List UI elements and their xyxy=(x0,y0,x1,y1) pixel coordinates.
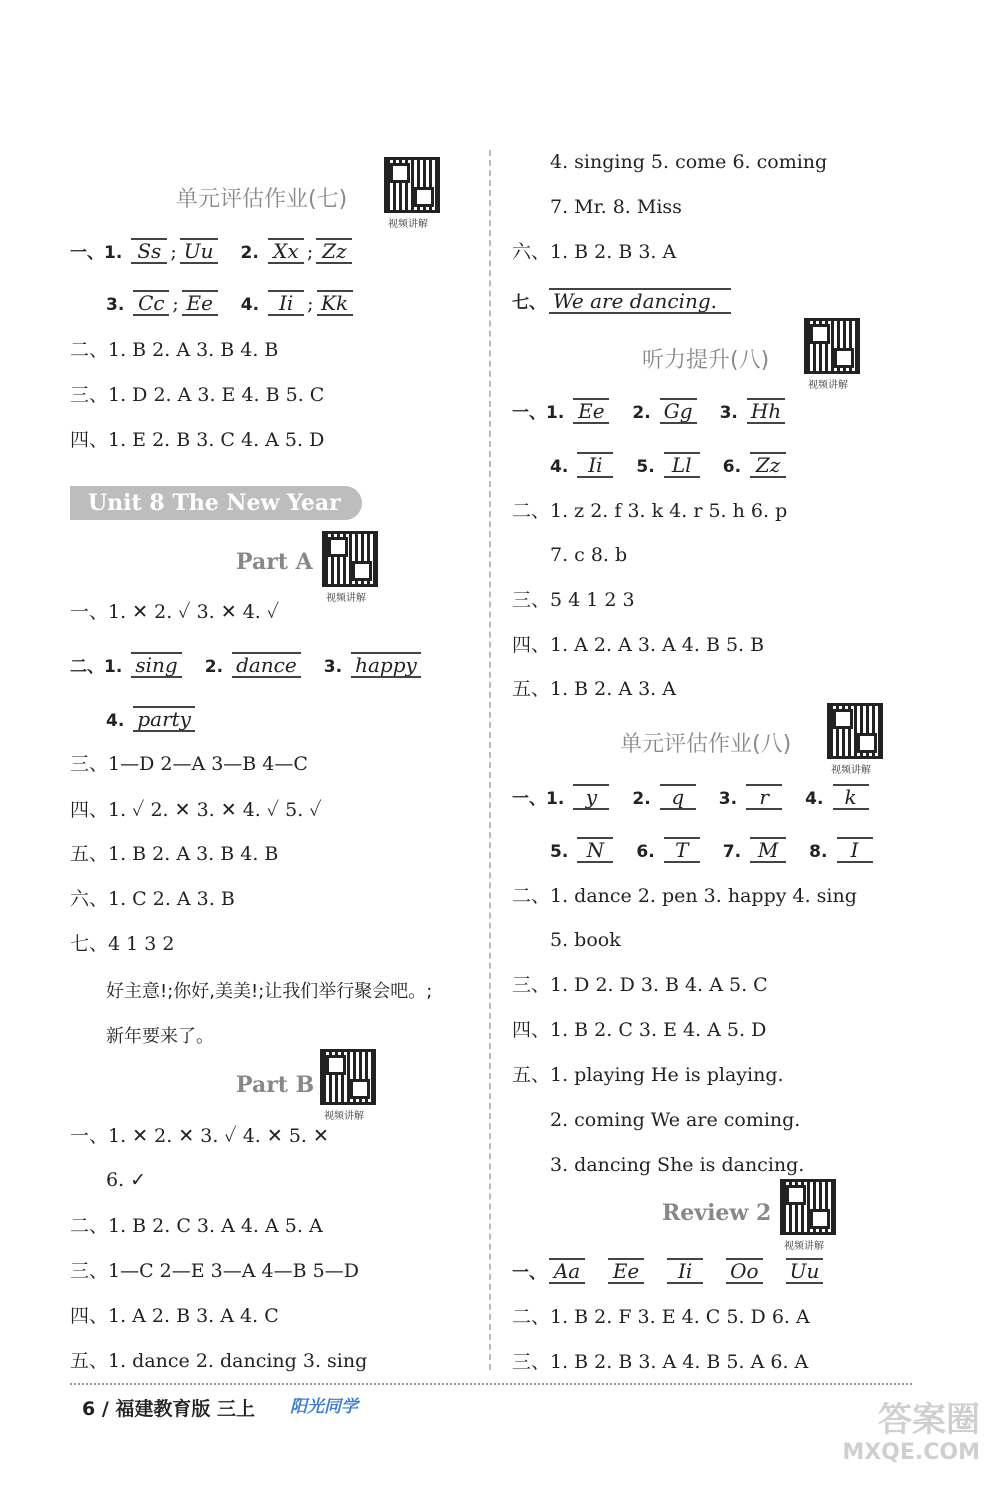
section-title-unit7-assessment: 单元评估作业(七) xyxy=(176,187,348,212)
answer-line: 好主意!;你好,美美!;让我们举行聚会吧。; xyxy=(106,981,433,1002)
qr-code-icon[interactable] xyxy=(320,1049,376,1105)
qr-code-icon[interactable] xyxy=(804,318,860,374)
answer-line: 7. Mr. 8. Miss xyxy=(550,196,682,218)
section-title-part-b: Part B xyxy=(236,1072,315,1098)
section-title-review-2: Review 2 xyxy=(662,1200,772,1226)
answer-line: 4. singing 5. come 6. coming xyxy=(550,151,828,173)
qr-label: 视频讲解 xyxy=(324,1111,364,1122)
answer-line: 7. c 8. b xyxy=(550,544,628,566)
answer-line: 六、1. C 2. A 3. B xyxy=(70,888,235,910)
answer-line: 一、 Aa Ee Ii Oo Uu xyxy=(512,1258,826,1285)
qr-code-icon[interactable] xyxy=(384,157,440,213)
answer-line: 五、1. dance 2. dancing 3. sing xyxy=(70,1350,368,1372)
answer-line: 四、1. B 2. C 3. E 4. A 5. D xyxy=(512,1019,767,1041)
answer-line: 三、1. D 2. A 3. E 4. B 5. C xyxy=(70,384,325,406)
answer-line: 三、1—C 2—E 3—A 4—B 5—D xyxy=(70,1260,359,1282)
qr-code-icon[interactable] xyxy=(780,1179,836,1235)
column-divider xyxy=(489,150,491,1370)
answer-line: 3. Cc ; Ee 4. Ii ; Kk xyxy=(106,290,356,317)
answer-line: 4. party xyxy=(106,706,198,733)
unit-banner: Unit 8 The New Year xyxy=(70,486,362,520)
answer-line: 一、1. y 2. q 3. r 4. k xyxy=(512,784,872,811)
answer-line: 七、 We are dancing. xyxy=(512,288,734,315)
answer-line: 六、1. B 2. B 3. A xyxy=(512,241,677,263)
answer-line: 6. ✓ xyxy=(106,1169,147,1191)
qr-label: 视频讲解 xyxy=(808,380,848,391)
footer-divider xyxy=(70,1383,912,1385)
answer-line: 4. Ii 5. Ll 6. Zz xyxy=(550,452,789,479)
answer-line: 一、1. ✕ 2. ✓ 3. ✕ 4. ✓ xyxy=(70,601,280,623)
answer-line: 5. book xyxy=(550,929,621,951)
answer-line: 二、1. z 2. f 3. k 4. r 5. h 6. p xyxy=(512,500,788,522)
answer-line: 二、1. B 2. F 3. E 4. C 5. D 6. A xyxy=(512,1306,810,1328)
answer-line: 二、1. B 2. A 3. B 4. B xyxy=(70,339,279,361)
answer-line: 三、1. D 2. D 3. B 4. A 5. C xyxy=(512,974,768,996)
answer-line: 四、1. A 2. A 3. A 4. B 5. B xyxy=(512,634,765,656)
answer-line: 5. N 6. T 7. M 8. I xyxy=(550,837,876,864)
section-title-listening-8: 听力提升(八) xyxy=(642,348,770,373)
qr-label: 视频讲解 xyxy=(326,593,366,604)
answer-line: 四、1. ✓ 2. ✕ 3. ✕ 4. ✓ 5. ✓ xyxy=(70,799,322,821)
answer-line: 四、1. E 2. B 3. C 4. A 5. D xyxy=(70,429,325,451)
answer-line: 五、1. B 2. A 3. A xyxy=(512,678,676,700)
answer-line: 五、1. B 2. A 3. B 4. B xyxy=(70,843,279,865)
answer-line: 3. dancing She is dancing. xyxy=(550,1154,805,1176)
answer-line: 一、1. ✕ 2. ✕ 3. ✓ 4. ✕ 5. ✕ xyxy=(70,1125,329,1147)
qr-code-icon[interactable] xyxy=(322,531,378,587)
qr-code-icon[interactable] xyxy=(827,703,883,759)
answer-line: 2. coming We are coming. xyxy=(550,1109,801,1131)
page-footer: 6 / 福建教育版 三上 xyxy=(82,1398,256,1420)
answer-line: 一、1. Ee 2. Gg 3. Hh xyxy=(512,398,788,425)
brand-logo: 阳光同学 xyxy=(290,1397,358,1417)
qr-label: 视频讲解 xyxy=(388,219,428,230)
qr-label: 视频讲解 xyxy=(784,1241,824,1252)
answer-line: 四、1. A 2. B 3. A 4. C xyxy=(70,1305,279,1327)
qr-label: 视频讲解 xyxy=(831,765,871,776)
answer-line: 七、4 1 3 2 xyxy=(70,933,175,955)
answer-line: 三、1—D 2—A 3—B 4—C xyxy=(70,753,308,775)
section-title-part-a: Part A xyxy=(236,549,313,575)
answer-line: 三、1. B 2. B 3. A 4. B 5. A 6. A xyxy=(512,1351,809,1373)
answer-line: 二、1. B 2. C 3. A 4. A 5. A xyxy=(70,1215,323,1237)
section-title-unit8-assessment: 单元评估作业(八) xyxy=(620,732,792,757)
answer-line: 五、1. playing He is playing. xyxy=(512,1064,784,1086)
answer-line: 三、5 4 1 2 3 xyxy=(512,589,635,611)
answer-line: 新年要来了。 xyxy=(106,1026,214,1047)
answer-line: 二、1. sing 2. dance 3. happy xyxy=(70,652,424,679)
watermark: 答案圈 MXQE.COM xyxy=(842,1400,980,1465)
answer-line: 二、1. dance 2. pen 3. happy 4. sing xyxy=(512,885,857,907)
answer-line: 一、1. Ss ; Uu 2. Xx ; Zz xyxy=(70,238,355,265)
